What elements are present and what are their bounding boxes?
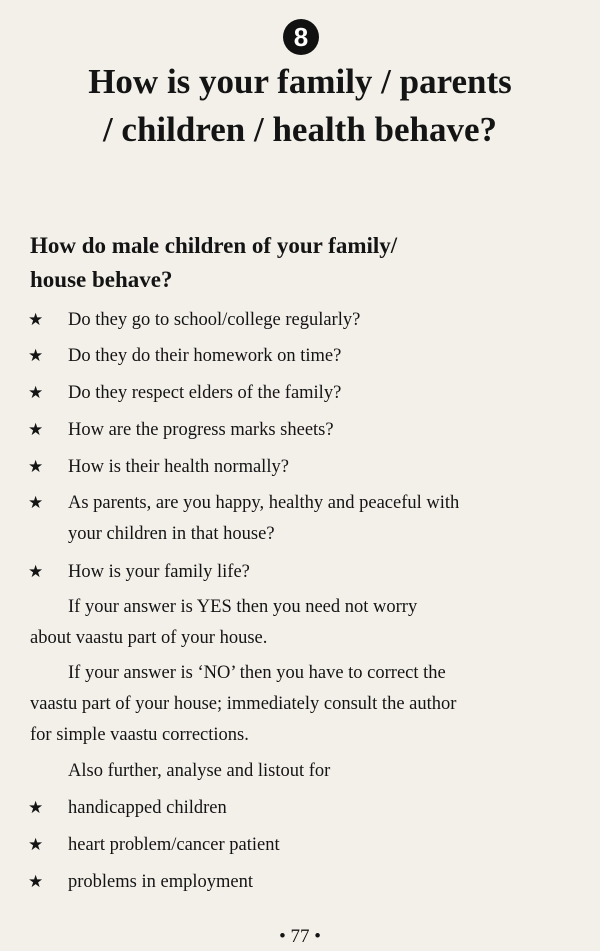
paragraph-line: vaastu part of your house; immediately consult the author — [30, 694, 457, 714]
paragraph-line: for simple vaastu corrections. — [30, 725, 249, 745]
star-bullet-icon: ★ — [28, 310, 44, 330]
chapter-title — [20, 58, 580, 154]
chapter-title-line: / children / health behave? — [102, 110, 498, 149]
question-line: As parents, are you happy, healthy and peaceful with — [68, 493, 460, 513]
question-line: your children in that house? — [68, 524, 275, 544]
page-number: • 77 • — [279, 926, 321, 947]
paragraph-line: If your answer is YES then you need not worry — [68, 597, 418, 617]
chapter-number-badge: 8 — [283, 19, 319, 55]
question-text — [68, 488, 580, 550]
paragraph-line: about vaastu part of your house. — [30, 628, 268, 648]
star-bullet-icon: ★ — [28, 835, 44, 855]
chapter-title-line: How is your family / parents — [88, 62, 512, 101]
also-further-text: Also further, analyse and listout for — [68, 761, 331, 781]
star-bullet-icon: ★ — [28, 383, 44, 403]
star-bullet-icon: ★ — [28, 798, 44, 818]
listout-text: problems in employment — [68, 872, 253, 892]
listout-text: handicapped children — [68, 798, 227, 818]
answer-yes-paragraph — [30, 592, 578, 654]
star-bullet-icon: ★ — [28, 457, 44, 477]
question-text: How are the progress marks sheets? — [68, 420, 334, 440]
question-text: Do they go to school/college regularly? — [68, 310, 361, 330]
section-subheading — [30, 229, 570, 297]
subheading-line: How do male children of your family/ — [30, 233, 398, 258]
question-text: Do they respect elders of the family? — [68, 383, 342, 403]
star-bullet-icon: ★ — [28, 872, 44, 892]
question-text: How is their health normally? — [68, 457, 289, 477]
listout-text: heart problem/cancer patient — [68, 835, 280, 855]
subheading-line: house behave? — [30, 267, 173, 292]
question-text: How is your family life? — [68, 562, 250, 582]
question-text: Do they do their homework on time? — [68, 346, 342, 366]
answer-no-paragraph — [30, 658, 578, 751]
star-bullet-icon: ★ — [28, 346, 44, 366]
paragraph-line: If your answer is ‘NO’ then you have to correct the — [68, 663, 446, 683]
star-bullet-icon: ★ — [28, 562, 44, 582]
star-bullet-icon: ★ — [28, 420, 44, 440]
star-bullet-icon: ★ — [28, 493, 44, 513]
